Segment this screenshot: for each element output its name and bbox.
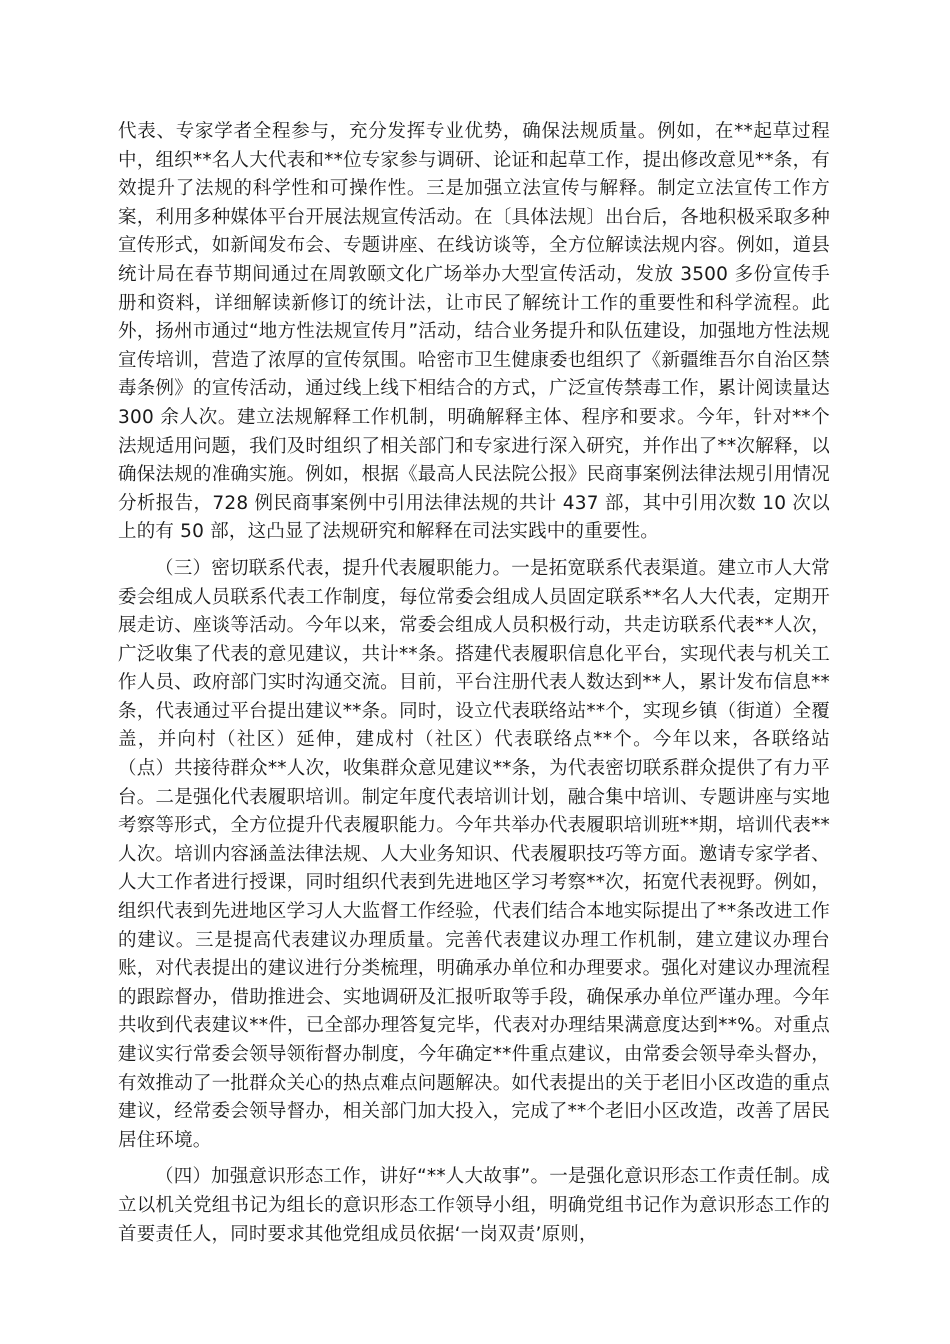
paragraph: （三）密切联系代表，提升代表履职能力。一是拓宽联系代表渠道。建立市人大常委会组成人员联系代表工作制度，每位常委会组成人员固定联系**名人大代表，定期开展走访、座谈等活动。今年以来，常委会组成人员积极行动，共走访联系代表**人次，广泛收集了代表的意见建议，共计**条。搭建代表履职信息化平台，实现代表与机关工作人员、政府部门实时沟通交流。目前，平台注册代表人数达到**人，累计发布信息**条，代表通过平台提出建议**条。同时，设立代表联络站**个，实现乡镇（街道）全覆盖，并向村（社区）延伸，建成村（社区）代表联络点**个。今年以来，各联络站（点）共接待群众**人次，收集群众意见建议**条，为代表密切联系群众提供了有力平台。二是强化代表履职培训。制定年度代表培训计划，融合集中培训、专题讲座与实地考察等形式，全方位提升代表履职能力。今年共举办代表履职培训班**期，培训代表**人次。培训内容涵盖法律法规、人大业务知识、代表履职技巧等方面。邀请专家学者、人大工作者进行授课，同时组织代表到先进地区学习考察**次，拓宽代表视野。例如，组织代表到先进地区学习人大监督工作经验，代表们结合本地实际提出了**条改进工作的建议。三是提高代表建议办理质量。完善代表建议办理工作机制，建立建议办理台账，对代表提出的建议进行分类梳理，明确承办单位和办理要求。强化对建议办理流程的跟踪督办，借助推进会、实地调研及汇报听取等手段，确保承办单位严谨办理。今年共收到代表建议**件，已全部办理答复完毕，代表对办理结果满意度达到**%。对重点建议实行常委会领导领衔督办制度，今年确定**件重点建议，由常委会领导牵头督办，有效推动了一批群众关心的热点难点问题解决。如代表提出的关于老旧小区改造的重点建议，经常委会领导督办，相关部门加大投入，完成了**个老旧小区改造，改善了居民居住环境。 (118, 557, 830, 1151)
document-body (118, 118, 830, 1249)
paragraph: （四）加强意识形态工作，讲好“**人大故事”。一是强化意识形态工作责任制。成立以机关党组书记为组长的意识形态工作领导小组，明确党组书记作为意识形态工作的首要责任人，同时要求其他党组成员依据‘一岗双责’原则， (118, 1166, 830, 1245)
paragraph: 代表、专家学者全程参与，充分发挥专业优势，确保法规质量。例如，在**起草过程中，组织**名人大代表和**位专家参与调研、论证和起草工作，提出修改意见**条，有效提升了法规的科学性和可操作性。三是加强立法宣传与解释。制定立法宣传工作方案，利用多种媒体平台开展法规宣传活动。在〔具体法规〕出台后，各地积极采取多种宣传形式，如新闻发布会、专题讲座、在线访谈等，全方位解读法规内容。例如，道县统计局在春节期间通过在周敦颐文化广场举办大型宣传活动，发放 3500 多份宣传手册和资料，详细解读新修订的统计法，让市民了解统计工作的重要性和科学流程。此外，扬州市通过“地方性法规宣传月”活动，结合业务提升和队伍建设，加强地方性法规宣传培训，营造了浓厚的宣传氛围。哈密市卫生健康委也组织了《新疆维吾尔自治区禁毒条例》的宣传活动，通过线上线下相结合的方式，广泛宣传禁毒工作，累计阅读量达 300 余人次。建立法规解释工作机制，明确解释主体、程序和要求。今年，针对**个法规适用问题，我们及时组织了相关部门和专家进行深入研究，并作出了**次解释，以确保法规的准确实施。例如，根据《最高人民法院公报》民商事案例法律法规引用情况分析报告，728 例民商事案例中引用法律法规的共计 437 部，其中引用次数 10 次以上的有 50 部，这凸显了法规研究和解释在司法实践中的重要性。 (118, 121, 830, 543)
